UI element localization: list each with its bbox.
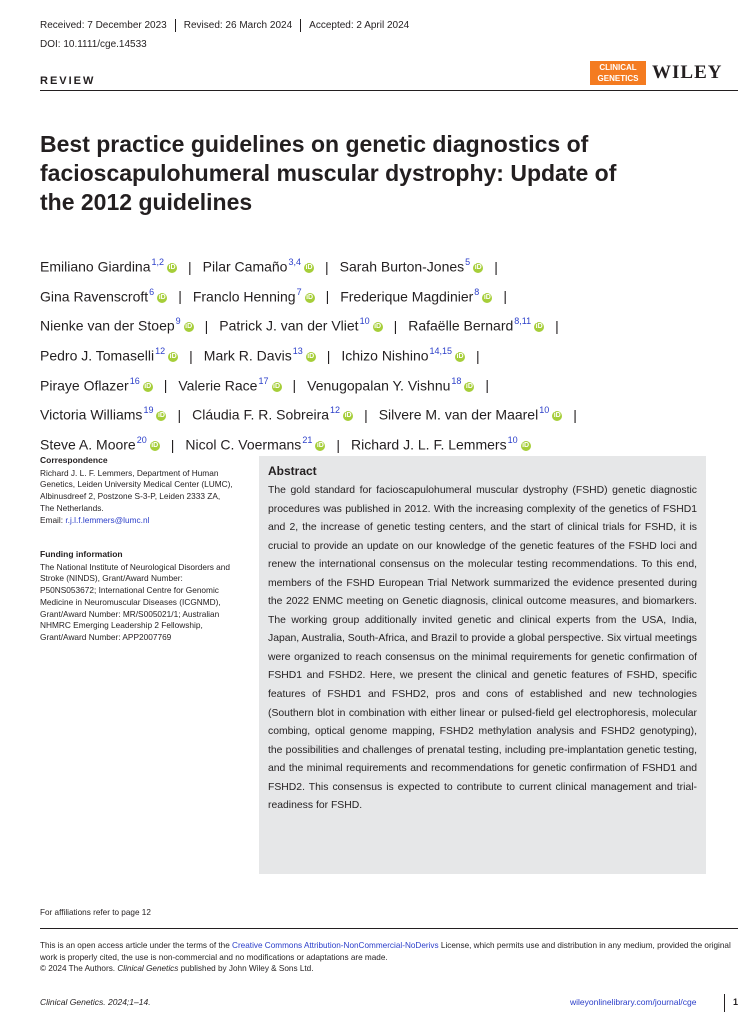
affiliation-superscript[interactable]: 10 <box>507 434 518 445</box>
author-name: Valerie Race <box>178 377 258 394</box>
orcid-icon[interactable]: iD <box>483 293 491 301</box>
abstract-heading: Abstract <box>268 464 317 478</box>
affiliation-superscript[interactable]: 17 <box>258 375 269 386</box>
affiliation-superscript[interactable]: 5 <box>465 257 471 267</box>
author-name: Cláudia F. R. Sobreira <box>192 406 330 423</box>
author-name: Richard J. L. F. Lemmers <box>350 436 507 453</box>
author-separator: | <box>178 288 182 305</box>
author[interactable] <box>408 309 544 339</box>
author[interactable] <box>340 280 492 310</box>
orcid-icon[interactable]: iD <box>144 382 152 390</box>
license-post: License, which permits use and distribution in any medium, provided the original work is properly cited, the use is non-commercial and no modifications or adaptations are made. <box>40 941 731 962</box>
author[interactable] <box>40 428 160 458</box>
author[interactable] <box>379 398 563 428</box>
author-line <box>40 428 740 458</box>
author-separator: | <box>336 436 340 453</box>
affiliation-superscript[interactable]: 10 <box>359 316 370 327</box>
author-list <box>40 250 740 458</box>
affiliation-superscript[interactable]: 19 <box>143 405 154 416</box>
article-dates <box>40 19 409 32</box>
author-name: Sarah Burton-Jones <box>339 258 465 275</box>
author-separator: | <box>364 406 368 423</box>
author-name: Nicol C. Voermans <box>185 436 302 453</box>
orcid-icon[interactable]: iD <box>185 323 193 331</box>
article-title: Best practice guidelines on genetic diagnostics of facioscapulohumeral muscular dystrophy: Update of the 2012 guidelines <box>40 131 617 215</box>
author[interactable] <box>351 428 531 458</box>
affiliation-superscript[interactable]: 9 <box>175 316 181 327</box>
email-label: Email: <box>40 514 64 525</box>
funding-information <box>40 549 235 644</box>
orcid-icon[interactable]: iD <box>374 323 382 331</box>
funding-heading: Funding information <box>40 549 123 559</box>
header-divider <box>40 90 738 91</box>
author-line <box>40 369 740 399</box>
author-separator: | <box>485 377 490 394</box>
author[interactable] <box>40 250 177 280</box>
affiliation-superscript[interactable]: 8 <box>474 286 480 297</box>
divider <box>300 19 301 32</box>
author[interactable] <box>40 280 167 310</box>
publisher-logo: WILEY <box>652 62 723 83</box>
license-link[interactable]: Creative Commons Attribution-NonCommercial-NoDerivs <box>232 941 439 950</box>
abstract-box <box>259 456 706 874</box>
affiliation-superscript[interactable]: 20 <box>136 434 147 445</box>
section-label: REVIEW <box>40 75 96 87</box>
author-separator: | <box>325 258 329 275</box>
author-line <box>40 309 740 339</box>
author-name: Frederique Magdinier <box>340 288 474 305</box>
copyright-pre: © 2024 The Authors. <box>40 964 118 973</box>
author-separator: | <box>204 317 209 334</box>
orcid-icon[interactable]: iD <box>553 412 561 420</box>
affiliation-superscript[interactable]: 8,11 <box>514 316 532 327</box>
accepted-date: Accepted: 2 April 2024 <box>309 20 410 32</box>
author[interactable] <box>185 428 325 458</box>
author-name: Emiliano Giardina <box>40 258 151 275</box>
orcid-icon[interactable]: iD <box>157 412 165 420</box>
author-separator: | <box>573 406 577 423</box>
orcid-icon[interactable]: iD <box>305 263 313 271</box>
affiliation-superscript[interactable]: 21 <box>302 434 313 445</box>
license-text <box>40 940 738 975</box>
author-separator: | <box>292 377 297 394</box>
affiliation-superscript[interactable]: 1,2 <box>151 257 165 267</box>
author-name: Pedro J. Tomaselli <box>40 347 155 364</box>
affiliation-superscript[interactable]: 13 <box>292 345 303 356</box>
author[interactable] <box>219 309 382 339</box>
orcid-icon[interactable]: iD <box>169 352 177 360</box>
author-separator: | <box>325 288 330 305</box>
affiliation-superscript[interactable]: 7 <box>296 286 302 297</box>
orcid-icon[interactable]: iD <box>344 412 352 420</box>
affiliation-superscript[interactable]: 6 <box>149 286 155 297</box>
author[interactable] <box>204 339 316 369</box>
author-separator: | <box>189 347 193 364</box>
author[interactable] <box>307 369 474 399</box>
author[interactable] <box>341 339 465 369</box>
author[interactable] <box>40 369 153 399</box>
author-name: Victoria Williams <box>40 406 143 423</box>
orcid-icon[interactable]: iD <box>316 441 324 449</box>
orcid-icon[interactable]: iD <box>306 293 314 301</box>
author-name: Silvere M. van der Maarel <box>378 406 539 423</box>
author-name: Patrick J. van der Vliet <box>219 317 359 334</box>
orcid-icon[interactable]: iD <box>307 352 315 360</box>
author[interactable] <box>178 369 281 399</box>
author-name: Steve A. Moore <box>40 436 136 453</box>
divider <box>175 19 176 32</box>
copyright-journal: Clinical Genetics <box>117 964 179 973</box>
correspondence-heading: Correspondence <box>40 455 108 465</box>
author-separator: | <box>476 347 480 364</box>
author-name: Franclo Henning <box>192 288 296 305</box>
orcid-icon[interactable]: iD <box>474 263 482 271</box>
author-separator: | <box>188 258 192 275</box>
footer-divider <box>40 928 738 929</box>
email-link[interactable]: r.j.l.f.lemmers@lumc.nl <box>65 514 150 525</box>
author-line <box>40 339 740 369</box>
affiliation-superscript[interactable]: 10 <box>539 405 550 416</box>
doi[interactable]: DOI: 10.1111/cge.14533 <box>40 39 147 50</box>
affiliation-superscript[interactable]: 14,15 <box>429 345 453 356</box>
author[interactable] <box>203 250 314 280</box>
author-name: Mark R. Davis <box>203 347 292 364</box>
author-separator: | <box>503 288 507 305</box>
orcid-icon[interactable]: iD <box>158 293 166 301</box>
affiliation-superscript[interactable]: 3,4 <box>288 257 301 267</box>
journal-logo <box>590 61 646 85</box>
citation: Clinical Genetics. 2024;1–14. <box>40 997 151 1007</box>
received-date: Received: 7 December 2023 <box>40 20 167 32</box>
revised-date: Revised: 26 March 2024 <box>183 20 293 32</box>
author-name: Gina Ravenscroft <box>40 288 149 305</box>
funding-text: The National Institute of Neurological Disorders and Stroke (NINDS), Grant/Award Number: P50NS053672; International Centre for Genomic Medicine in Neuromuscular Diseases (ICGNMD), Grant/Award Number: MR/S005021/1; Australian NHMRC Emerging Leadership 2 Fellowship, Grant/Award Number: APP2007769 <box>40 561 231 642</box>
author[interactable] <box>340 250 484 280</box>
author-separator: | <box>393 317 398 334</box>
author-line <box>40 280 740 310</box>
author[interactable] <box>40 398 166 428</box>
orcid-icon[interactable]: iD <box>168 263 176 271</box>
author-name: Venugopalan Y. Vishnu <box>307 377 451 394</box>
orcid-icon[interactable]: iD <box>465 382 473 390</box>
correspondence <box>40 455 235 526</box>
orcid-icon[interactable]: iD <box>273 382 280 390</box>
page-number: 1 <box>733 997 739 1007</box>
author-name: Ichizo Nishino <box>341 347 429 364</box>
orcid-icon[interactable]: iD <box>151 441 159 449</box>
footer-separator <box>724 994 725 1012</box>
license-pre: This is an open access article under the terms of the <box>40 941 233 950</box>
author-name: Pilar Camaño <box>202 258 288 275</box>
journal-url-link[interactable]: wileyonlinelibrary.com/journal/cge <box>570 997 697 1007</box>
affiliation-superscript[interactable]: 18 <box>451 375 462 386</box>
journal-logo-line1: CLINICAL <box>599 63 637 72</box>
author-separator: | <box>555 317 559 334</box>
correspondence-text: Richard J. L. F. Lemmers, Department of Human Genetics, Leiden University Medical Center (LUMC), Albinusdreef 2, Postzone S-3-P, Leiden 2333 ZA, The Netherlands. <box>40 467 233 513</box>
author-separator: | <box>170 436 175 453</box>
copyright-post: published by John Wiley & Sons Ltd. <box>178 964 314 973</box>
abstract-text: The gold standard for facioscapulohumeral muscular dystrophy (FSHD) genetic diagnostic procedures was published in 2012. With the increasing complexity of the genetics of FSHD1 and 2, the increase of genetic testing centers, and the start of clinical trials for FSHD, it is crucial to provide an update on our knowledge of the genetic features of the FSHD loci and renew the international consensus on the molecular testing recommendations. To this end, members of the FSHD European Trial Network summarized the evidence presented during the 2022 ENMC meeting on Genetic diagnosis, clinical outcome measures, and biomarkers. The working group additionally invited genetic and clinical experts from the USA, India, Japan, Australia, South-Africa, and Brazil to provide a global perspective. Six virtual meetings were organized to reach consensus on the minimal requirements for genetic confirmation of FSHD1 and FSHD2. Here, we present the clinical and genetic features of FSHD, specific features of FSHD1 and FSHD2, pros and cons of established and new technologies (Southern blot in combination with either linear or pulsed-field gel electrophoresis, molecular combing, optical genome mapping, FSHD2 methylation analysis and FSHD2 genotyping), the possibilities and challenges of prenatal testing, including pre-implantation genetic testing, and the minimal requirements and recommendations for genetic confirmation of FSHD1 and FSHD2. This consensus is expected to contribute to current clinical management and trial-readiness for FSHD. <box>268 485 697 812</box>
affiliation-superscript[interactable]: 12 <box>330 405 341 416</box>
author[interactable] <box>40 339 178 369</box>
author-separator: | <box>177 406 182 423</box>
journal-logo-line2: GENETICS <box>597 74 639 83</box>
author-separator: | <box>163 377 168 394</box>
author-name: Piraye Oflazer <box>40 377 129 394</box>
author-name: Nienke van der Stoep <box>40 317 175 334</box>
author[interactable] <box>192 398 353 428</box>
affiliation-superscript[interactable]: 16 <box>129 375 140 386</box>
author-line <box>40 250 740 280</box>
author[interactable] <box>193 280 315 310</box>
author-separator: | <box>494 258 498 275</box>
author[interactable] <box>40 309 194 339</box>
orcid-icon[interactable]: iD <box>522 441 530 449</box>
orcid-icon[interactable]: iD <box>456 352 464 360</box>
affiliation-superscript[interactable]: 12 <box>155 345 166 356</box>
author-line <box>40 398 740 428</box>
author-name: Rafaëlle Bernard <box>408 317 514 334</box>
author-separator: | <box>326 347 331 364</box>
orcid-icon[interactable]: iD <box>535 323 543 331</box>
affiliations-note: For affiliations refer to page 12 <box>40 908 151 917</box>
